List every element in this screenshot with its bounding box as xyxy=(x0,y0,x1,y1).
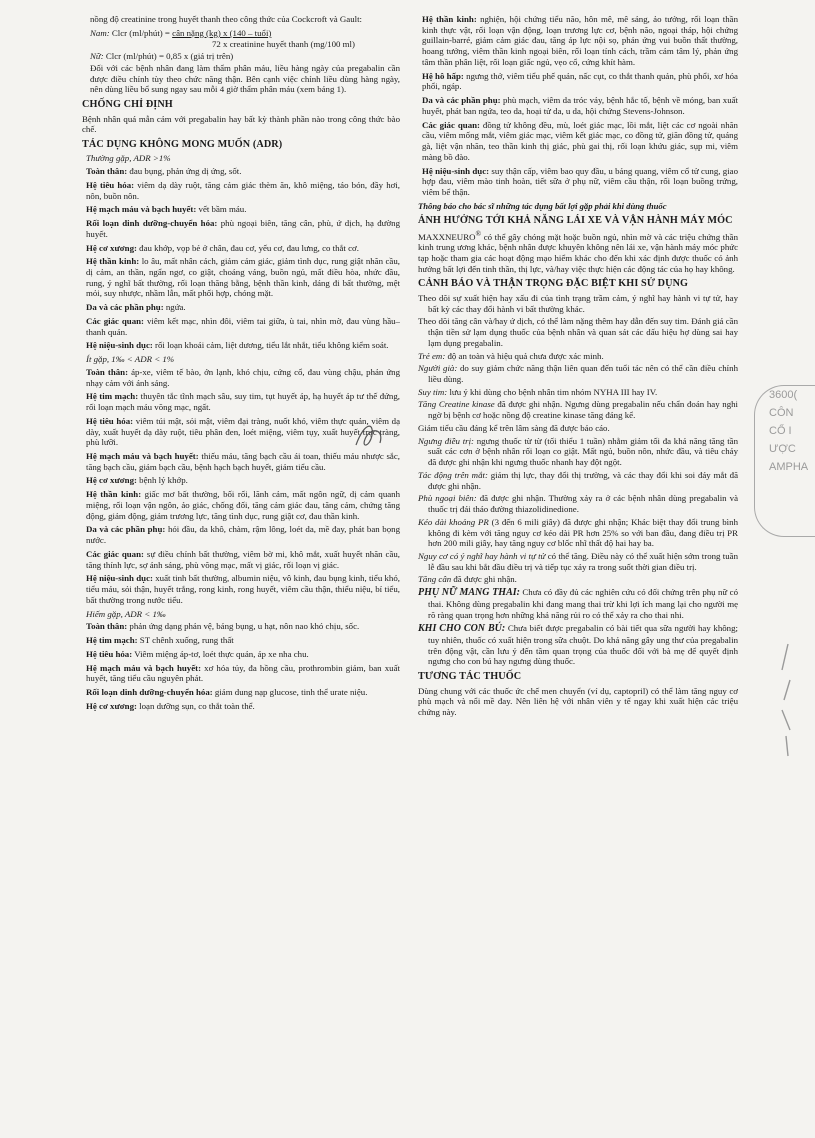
list-item xyxy=(422,14,738,68)
edge-mark xyxy=(776,640,796,760)
brand-name: MAXXNEURO xyxy=(418,231,476,242)
item-term: Ngưng điều trị: xyxy=(418,435,474,446)
list-item xyxy=(86,663,400,684)
list-item xyxy=(418,493,738,514)
formula-male-label: Nam: xyxy=(90,27,110,38)
adr-heading: TÁC DỤNG KHÔNG MONG MUỐN (ADR) xyxy=(82,139,283,150)
stamp-line: CỔ I xyxy=(769,425,792,437)
item-term: Da và các phần phụ: xyxy=(422,95,501,106)
adr-uncommon-list xyxy=(82,367,400,606)
item-description: đã được ghi nhận. xyxy=(451,574,517,585)
item-description: xơ hóa tủy, đa hồng cầu, prothrombin giảm, ban xuất huyết, tăng tiểu cầu nguyên phát. xyxy=(86,662,400,684)
item-term: Nguy cơ có ý nghĩ hay hành vi tự tử xyxy=(418,551,546,561)
item-description: do suy giảm chức năng thận liên quan đến tuổi tác nên có thể cần điều chỉnh liều dùng. xyxy=(428,363,738,384)
item-description: (3 đến 6 mili giây) đã được ghi nhận; Khác biệt thay đổi trung bình không đi kèm với tăng nguy cơ kéo dài PR hơn 25% so với ban đầu, đang điều trị PR hơn 200 mili giây, hay tăng nguy cơ blốc nhĩ thất độ hai hay ba. xyxy=(428,516,738,549)
item-term: Toàn thân: xyxy=(86,166,128,177)
item-term: Hệ tim mạch: xyxy=(86,635,138,646)
formula-female-text: Clcr (ml/phút) = 0,85 x (giá trị trên) xyxy=(105,51,234,62)
item-description: phù ngoại biên, tăng cân, phù, ứ dịch, hạ đường huyết. xyxy=(86,218,400,239)
item-description: viêm túi mật, sỏi mật, viêm đại tràng, nuốt khó, viêm thực quản, viêm dạ dày, xuất huyết dạ dày ruột, tiêu phân đen, loét miệng, viêm tụy, xuất huyết trực tràng, phù lưỡi. xyxy=(86,415,400,448)
list-item xyxy=(86,489,400,521)
item-term: Các giác quan: xyxy=(422,119,480,130)
caution-paragraph-1: Theo dõi sự xuất hiện hay xấu đi của tình trạng trầm cảm, ý nghĩ hay hành vi tự tử, hay bất kỳ các thay đổi hành vi bất thường khác. xyxy=(418,292,738,314)
item-description: có thể tăng. Điều này có thể xuất hiện sớm trong tuần lễ đầu sau khi bắt đầu điều trị và tiếp tục xảy ra trong suốt thời gian điều trị. xyxy=(428,551,739,572)
list-item xyxy=(86,701,400,712)
list-item xyxy=(422,95,738,116)
item-description: ngứa. xyxy=(163,302,186,313)
item-description: Viêm miệng áp-tơ, loét thực quản, áp xe nha chu. xyxy=(132,648,309,659)
list-item xyxy=(86,316,400,337)
item-description: sự điều chỉnh bất thường, viêm bờ mi, khô mắt, xuất huyết nhãn cầu, tăng thính lực, sợ ánh sáng, phù võng mạc, mất vị giác, rối loạn vị giác. xyxy=(86,548,400,570)
item-description: vết bầm máu. xyxy=(196,204,247,215)
caution-list-2 xyxy=(418,436,738,586)
contraindication-text: Bệnh nhân quá mẫn cảm với pregabalin hay bất kỳ thành phần nào trong công thức bào chế. xyxy=(82,113,400,135)
item-term: Rối loạn dinh dưỡng-chuyển hóa: xyxy=(86,686,213,697)
list-item xyxy=(422,71,738,92)
lactation-text: Chưa biết được pregabalin có bài tiết qua sữa người hay không; tuy nhiên, thuốc có xuất hiện trong sữa chuột. Do khả năng gây ung thư của pregabalin trên động vật, cần lưu ý đến tầm quan trọng của thuốc đối với bà mẹ để quyết định ngưng cho con bú hay ngưng dùng thuốc. xyxy=(428,622,738,667)
item-description: ngưng thuốc từ từ (tối thiểu 1 tuần) nhằm giảm tối đa khả năng tăng tần suất các cơn ở bệnh nhân rối loạn co giật. Mất ngủ, buồn nôn, nhức đầu, và tiêu chảy đã được ghi nhận khi ngưng thuốc nhanh hay đột ngột. xyxy=(428,435,738,468)
stamp-line: AMPHA xyxy=(769,461,809,473)
item-description: lo âu, mất nhân cách, giảm cảm giác, giảm tình dục, rung giật nhãn cầu, dị cảm, an thần, ngẩn ngơ, co giật, choáng váng, buồn ngủ, mất điều hòa, nhức đầu, rung, ý nghĩ bất thường, rối loạn thăng bằng, bệnh thần kinh, dáng đi bất thường, mệt mỏi, suy nhược, nhầm lẫn, mất phối hợp, chóng mặt. xyxy=(86,256,400,299)
item-term: Các giác quan: xyxy=(86,548,144,559)
item-term: Hệ hô hấp: xyxy=(422,70,464,81)
pregnancy-paragraph xyxy=(418,587,738,621)
item-term: Hệ niệu-sinh dục: xyxy=(86,573,153,584)
formula-male xyxy=(90,28,400,39)
list-item xyxy=(422,120,738,163)
item-term: Trẻ em: xyxy=(418,350,446,361)
right-column xyxy=(418,14,738,1132)
list-item xyxy=(418,387,738,398)
lactation-paragraph xyxy=(418,623,738,667)
item-description: phản ứng dạng phản vệ, báng bụng, u hạt, nôn nao khó chịu, sốc. xyxy=(127,621,360,632)
caution-paragraph-2: Theo dõi tăng cân và/hay ứ dịch, có thể làm nặng thêm hay dẫn đến suy tim. Đánh giá cần thận tiền sử lạm dụng thuốc của bệnh nhân và quan sát các dấu hiệu hợ dùng sai hay lạm dụng pregabalin. xyxy=(418,316,738,348)
left-column xyxy=(82,14,400,1132)
registered-mark: ® xyxy=(475,228,482,238)
item-description: giấc mơ bất thường, bối rối, lãnh cảm, mất ngôn ngữ, dị cảm quanh miệng, rối loạn vận ngôn, ảo giác, chống đối, tăng cảm giác đau, tăng cảm, chứng tăng động, giảm động, giảm trương lực, tăng tình dục, rung giật cơ, đau thần kinh. xyxy=(86,489,401,521)
item-term: Hệ cơ xương: xyxy=(86,700,137,711)
list-item xyxy=(86,367,400,388)
item-term: Hệ tiêu hóa: xyxy=(86,648,133,659)
item-description: suy thận cấp, viêm bao quy đầu, u bảng quang, viêm cổ tử cung, giao hợp đau, viêm mào tinh hoàn, tiết sữa ở phụ nữ, viêm cầu thận, rối loạn buồng trứng, viêm bể thận. xyxy=(422,165,739,198)
contraindication-heading: CHỐNG CHỈ ĐỊNH xyxy=(82,99,173,111)
item-term: Hệ mạch máu và bạch huyết: xyxy=(86,204,197,215)
stamp-line: 3600( xyxy=(769,389,798,401)
caution-plain: Giảm tiểu cầu đáng kể trên lâm sàng đã được báo cáo. xyxy=(418,422,610,433)
item-description: đã được ghi nhận. Thường xảy ra ở các bệnh nhân dùng pregabalin và thuốc trị đái tháo đường thiazolidinedione. xyxy=(428,493,738,515)
list-item xyxy=(418,399,738,420)
item-term: Rối loạn dinh dưỡng-chuyển hóa: xyxy=(86,218,218,229)
formula-female-label: Nữ: xyxy=(90,51,104,62)
item-description: đã được ghi nhận. Ngưng dùng pregabalin nếu chẩn đoán hay nghi ngờ bị bệnh cơ hoặc nồng độ creatine kinase tăng đáng kể. xyxy=(428,399,738,421)
list-item xyxy=(86,180,400,201)
list-item xyxy=(86,204,400,215)
adr-rare-subheading: Hiếm gặp, ADR < 1‰ xyxy=(86,608,166,619)
pregnancy-text: Chưa có đầy đủ các nghiên cứu có đối chứng trên phụ nữ có thai. Không dùng pregabalin khi đang mang thai trừ khi lợi ích mang lại cho người mẹ rõ ràng quan trọng hơn những khả năng rủi ro có thể xảy ra cho thai nhi. xyxy=(428,587,738,621)
item-term: Da và các phần phụ: xyxy=(86,302,164,313)
item-description: viêm kết mạc, nhìn đôi, viêm tai giữa, ù tai, nhìn mờ, đau vùng hầu–thanh quản. xyxy=(86,315,400,337)
interaction-heading: TƯƠNG TÁC THUỐC xyxy=(418,671,522,683)
list-item xyxy=(86,475,400,486)
item-description: lưu ý khi dùng cho bệnh nhân tim nhóm NYHA III hay IV. xyxy=(447,386,658,397)
item-description: loạn dưỡng sụn, co thắt toàn thể. xyxy=(136,700,255,711)
item-term: Người già: xyxy=(418,363,458,374)
list-item xyxy=(418,517,738,549)
item-description: thiếu máu, tăng bạch cầu ái toan, thiếu máu nhược sắc, tăng bạch cầu, giảm bạch cầu, bệnh hạch bạch huyết, giảm tiểu cầu. xyxy=(86,451,400,472)
item-term: Tác động trên mắt: xyxy=(418,469,488,480)
driving-text: có thể gây chóng mặt hoặc buồn ngủ, nhìn mờ và các triệu chứng thần kinh trung ương khác, bệnh nhân được khuyên không nên lái xe, vận hành máy móc phức tạp hoặc tham gia các hoạt động mạo hiểm khác cho đến khi xác định được thuốc có ảnh hưởng bất lợi đến tinh thần, thị lực, và/hay việc thực hiện các động tác của họ hay không. xyxy=(418,231,738,274)
item-description: thuyên tắc tĩnh mạch sâu, suy tim, tụt huyết áp, hạ huyết áp tư thế đứng, rối loạn mạch máu võng mạc, ngất. xyxy=(86,391,400,413)
list-item xyxy=(418,574,738,585)
item-term: Hệ tiêu hóa: xyxy=(86,179,135,190)
adr-uncommon-subheading: Ít gặp, 1‰ < ADR < 1% xyxy=(86,354,175,365)
interaction-text: Dùng chung với các thuốc ức chế men chuyển (ví dụ, captopril) có thể làm tăng nguy cơ phù mạch và nổi mề đay. Nên liên hệ với nhân viên y tế ngay khi xuất hiện các triệu chứng này. xyxy=(418,685,738,718)
item-description: độ an toàn và hiệu quả chưa được xác minh. xyxy=(445,350,604,361)
item-term: Toàn thân: xyxy=(86,366,129,377)
stamp-seal xyxy=(754,385,815,537)
item-description: viêm dạ dày ruột, tăng cảm giác thèm ăn, khô miệng, táo bón, đầy hơi, nôn, buồn nôn. xyxy=(86,179,400,201)
item-description: giảm thị lực, thay đổi thị trường, và các thay đổi khi soi đáy mắt đã được ghi nhận. xyxy=(428,469,738,491)
adr-rare-continued-list xyxy=(418,14,738,198)
list-item xyxy=(86,573,400,605)
item-description: ngưng thở, viêm tiểu phế quản, nấc cụt, co thắt thanh quản, phù phổi, xơ hóa phổi, ngáp. xyxy=(422,70,738,92)
list-item xyxy=(86,549,400,570)
item-description: đồng tử không đều, mù, loét giác mạc, lồi mắt, liệt các cơ ngoài nhãn cầu, viêm mống mắt, viêm giác mạc, viêm kết giác mạc, co đồng tử, giãn đồng tử, quáng gà, liệt vận nhãn, teo thần kinh thị giác, phù gai thị, rối loạn khứu giác, sụp mi, viêm màng bồ đào. xyxy=(422,119,738,162)
item-term: Kéo dài khoảng PR xyxy=(418,516,489,527)
driving-paragraph xyxy=(418,230,738,275)
item-term: Hệ thần kinh: xyxy=(86,256,140,267)
list-item xyxy=(86,340,400,351)
formula-male-denominator: 72 x creatinine huyết thanh (mg/100 ml) xyxy=(212,39,355,50)
list-item xyxy=(86,243,400,254)
pregnancy-heading: PHỤ NỮ MANG THAI: xyxy=(418,587,520,599)
item-term: Phù ngoại biên: xyxy=(418,493,477,504)
item-term: Hệ cơ xương: xyxy=(86,475,137,486)
list-item xyxy=(86,524,400,545)
item-term: Hệ cơ xương: xyxy=(86,242,137,253)
list-item xyxy=(418,551,738,572)
report-notice: Thông báo cho bác sĩ những tác dụng bất lợi gặp phải khi dùng thuốc xyxy=(418,200,667,211)
list-item xyxy=(86,635,400,646)
item-description: xuất tinh bất thường, albumin niệu, vô kinh, đau bụng kinh, tiểu khó, tiểu máu, sỏi thận, huyết trắng, rong kinh, rong huyết, viêm cầu thận, thiểu niệu, bí tiểu, bất thường trong nước tiểu. xyxy=(86,573,400,605)
formula-male-numerator: cân nặng (kg) x (140 – tuổi) xyxy=(172,27,272,38)
list-item xyxy=(86,687,400,698)
item-description: đau khớp, vọp bẻ ở chân, đau cơ, yếu cơ, đau lưng, co thắt cơ. xyxy=(136,242,359,253)
item-term: Các giác quan: xyxy=(86,315,144,326)
item-term: Hệ tiêu hóa: xyxy=(86,415,134,426)
item-term: Hệ mạch máu và bạch huyết: xyxy=(86,451,199,462)
dialysis-paragraph: Đối với các bệnh nhân đang làm thẩm phân máu, liều hàng ngày của pregabalin cần được điều chỉnh tùy theo chức năng thận. Bên cạnh việc chỉnh liều dùng hàng ngày, nên dùng liều bổ sung ngay sau mỗi 4 giờ thẩm phân máu (xem bảng 1). xyxy=(90,62,400,95)
item-description: bệnh lý khớp. xyxy=(136,475,188,486)
caution-list-1 xyxy=(418,351,738,421)
list-item xyxy=(418,351,738,362)
list-item xyxy=(418,363,738,384)
list-item xyxy=(86,302,400,313)
list-item xyxy=(86,621,400,632)
item-term: Hệ tim mạch: xyxy=(86,391,139,402)
item-term: Da và các phần phụ: xyxy=(86,524,166,535)
list-item xyxy=(422,166,738,198)
handwritten-mark xyxy=(350,415,390,455)
item-term: Hệ thần kinh: xyxy=(86,489,142,500)
formula-female xyxy=(90,51,400,62)
item-description: rối loạn khoái cảm, liệt dương, tiểu lắt nhắt, tiểu không kiểm soát. xyxy=(152,340,389,351)
item-description: đau bụng, phản ứng dị ứng, sốt. xyxy=(127,166,242,177)
intro-paragraph: nồng độ creatinine trong huyết thanh theo công thức của Cockcroft và Gault: xyxy=(90,14,362,24)
item-term: Suy tim: xyxy=(418,386,448,397)
item-term: Hệ niệu-sinh dục: xyxy=(422,165,490,176)
adr-rare-list xyxy=(82,621,400,711)
lactation-heading: KHI CHO CON BÚ: xyxy=(418,622,506,634)
list-item xyxy=(86,256,400,299)
adr-common-list xyxy=(82,166,400,351)
list-item xyxy=(418,436,738,468)
item-term: Tăng cân xyxy=(418,574,452,585)
formula-male-lhs: Clcr (ml/phút) = xyxy=(111,27,170,38)
stamp-line: CÔN xyxy=(769,407,794,419)
item-description: hói đầu, da khô, chàm, rậm lông, loét da, mề đay, phát ban bọng nước. xyxy=(86,524,400,546)
item-description: nghiện, hội chứng tiểu não, hôn mê, mê sảng, ảo tưởng, rối loạn thần kinh thực vật, rối loạn vận động, loạn trương lực cơ, bệnh não, ngoại tháp, hội chứng guillain-barré, giảm cảm giác đau, tăng áp lực nội sọ, phản ứng vui buồn thất thường, hoang tưởng, viêm thần kinh ngoại biên, rối loạn tính cách, trầm cảm tâm lý, phản ứng tâm thần phân liệt, rối loạn giấc ngủ, vẹo cổ, cứng khít hàm. xyxy=(422,14,738,67)
caution-heading: CẢNH BÁO VÀ THẬN TRỌNG ĐẶC BIỆT KHI SỬ DỤNG xyxy=(418,278,689,290)
item-description: ST chênh xuống, rung thất xyxy=(137,635,234,646)
item-description: phù mạch, viêm da tróc vảy, bệnh hắc tố, bệnh về móng, ban xuất huyết, phát ban ngứa, teo da, hoại tử da, u da, hội chứng Stevens-Johnson. xyxy=(422,95,738,116)
item-description: áp-xe, viêm tế bào, ớn lạnh, khó chịu, cứng cổ, đau vùng chậu, phản ứng nhạy cảm với ánh sáng. xyxy=(86,366,401,388)
driving-heading: ẢNH HƯỞNG TỚI KHẢ NĂNG LÁI XE VÀ VẬN HÀNH MÁY MÓC xyxy=(418,215,733,227)
adr-common-subheading: Thường gặp, ADR >1% xyxy=(86,153,171,164)
item-term: Tăng Creatine kinase xyxy=(418,399,495,410)
stamp-line: ƯỢC xyxy=(769,443,796,455)
item-term: Hệ thần kinh: xyxy=(422,14,477,24)
item-term: Hệ mạch máu và bạch huyết: xyxy=(86,662,202,673)
item-term: Hệ niệu-sinh dục: xyxy=(86,340,153,351)
item-term: Toàn thân: xyxy=(86,621,128,632)
list-item xyxy=(86,218,400,239)
item-description: giảm dung nạp glucose, tinh thể urate niệu. xyxy=(212,686,368,697)
list-item xyxy=(418,470,738,491)
list-item xyxy=(86,391,400,412)
list-item xyxy=(86,166,400,177)
list-item xyxy=(86,649,400,660)
